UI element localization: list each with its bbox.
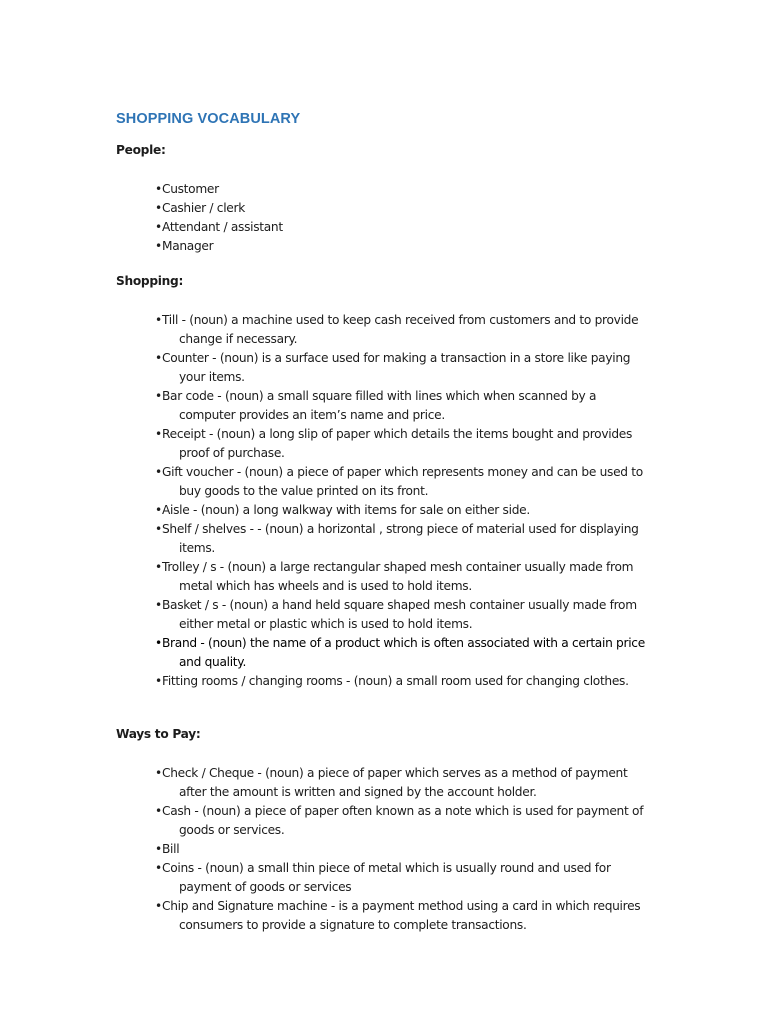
bullet-icon: •	[155, 201, 162, 215]
list-item: •Attendant / assistant	[155, 218, 283, 237]
bullet-icon: •	[155, 313, 162, 327]
list-item: •Shelf / shelves - - (noun) a horizontal , strong piece of material used for displaying items.	[155, 522, 639, 555]
list-item: •Bar code - (noun) a small square filled with lines which when scanned by a computer provides an item’s name and price.	[155, 389, 597, 422]
shopping-list	[155, 311, 655, 691]
bullet-icon: •	[155, 861, 162, 875]
bullet-icon: •	[155, 220, 162, 234]
list-item: •Bill	[155, 840, 655, 859]
list-item: •Manager	[155, 237, 283, 256]
bullet-icon: •	[155, 842, 162, 856]
section-heading-shopping: Shopping:	[116, 274, 184, 288]
list-item: •Receipt - (noun) a long slip of paper which details the items bought and provides proof of purchase.	[155, 427, 633, 460]
bullet-icon: •	[155, 560, 162, 574]
bullet-icon: •	[155, 899, 162, 913]
section-heading-ways-to-pay: Ways to Pay:	[116, 727, 201, 741]
list-item: •Check / Cheque - (noun) a piece of paper which serves as a method of payment after the amount is written and signed by the account holder.	[155, 766, 628, 799]
list-item: •Brand - (noun) the name of a product which is often associated with a certain price and quality.	[155, 636, 645, 669]
bullet-icon: •	[155, 674, 162, 688]
page-title: SHOPPING VOCABULARY	[116, 111, 301, 127]
bullet-icon: •	[155, 427, 162, 441]
section-heading-people: People:	[116, 143, 166, 157]
bullet-icon: •	[155, 239, 162, 253]
bullet-icon: •	[155, 522, 162, 536]
list-item: •Basket / s - (noun) a hand held square shaped mesh container usually made from either metal or plastic which is used to hold items.	[155, 598, 637, 631]
bullet-icon: •	[155, 636, 162, 650]
list-item: •Cash - (noun) a piece of paper often known as a note which is used for payment of goods or services.	[155, 804, 644, 837]
list-item: •Cashier / clerk	[155, 199, 283, 218]
bullet-icon: •	[155, 465, 162, 479]
list-item: •Aisle - (noun) a long walkway with items for sale on either side.	[155, 501, 655, 520]
list-item: •Till - (noun) a machine used to keep cash received from customers and to provide change if necessary.	[155, 313, 639, 346]
list-item: •Counter - (noun) is a surface used for making a transaction in a store like paying your items.	[155, 351, 631, 384]
bullet-icon: •	[155, 389, 162, 403]
ways-to-pay-list	[155, 764, 655, 935]
bullet-icon: •	[155, 766, 162, 780]
list-item: •Trolley / s - (noun) a large rectangular shaped mesh container usually made from metal which has wheels and is used to hold items.	[155, 560, 634, 593]
list-item: •Fitting rooms / changing rooms - (noun) a small room used for changing clothes.	[155, 672, 655, 691]
bullet-icon: •	[155, 598, 162, 612]
list-item: •Gift voucher - (noun) a piece of paper which represents money and can be used to buy goods to the value printed on its front.	[155, 465, 643, 498]
bullet-icon: •	[155, 503, 162, 517]
bullet-icon: •	[155, 804, 162, 818]
bullet-icon: •	[155, 182, 162, 196]
bullet-icon: •	[155, 351, 162, 365]
people-list	[155, 180, 283, 256]
list-item: •Customer	[155, 180, 283, 199]
list-item: •Coins - (noun) a small thin piece of metal which is usually round and used for payment of goods or services	[155, 861, 611, 894]
list-item: •Chip and Signature machine - is a payment method using a card in which requires consumers to provide a signature to complete transactions.	[155, 899, 641, 932]
